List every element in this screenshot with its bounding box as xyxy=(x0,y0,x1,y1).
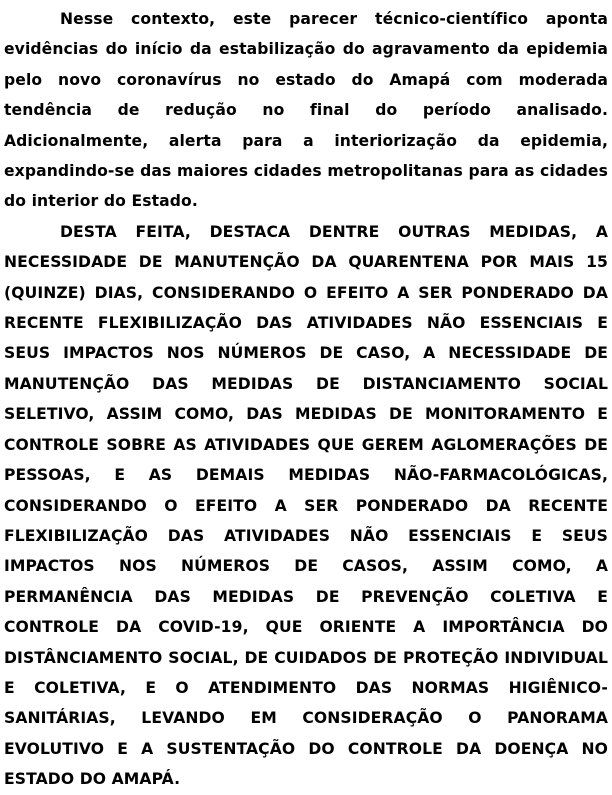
document-page xyxy=(0,4,612,789)
paragraph-technical-opinion-summary: Nesse contexto, este parecer técnico-científico aponta evidências do início da estabilização do agravamento da epidemia pelo novo coronavírus no estado do Amapá com moderada tendência de redução no final do período analisado. Adicionalmente, alerta para a interiorização da epidemia, expandindo-se das maiores cidades metropolitanas para as cidades do interior do Estado. xyxy=(4,10,608,211)
paragraph-recommended-measures: DESTA FEITA, DESTACA DENTRE OUTRAS MEDIDAS, A NECESSIDADE DE MANUTENÇÃO DA QUARENTENA POR MAIS 15 (QUINZE) DIAS, CONSIDERANDO O EFEITO A SER PONDERADO DA RECENTE FLEXIBILIZAÇÃO DAS ATIVIDADES NÃO ESSENCIAIS E SEUS IMPACTOS NOS NÚMEROS DE CASO, A NECESSIDADE DE MANUTENÇÃO DAS MEDIDAS DE DISTANCIAMENTO SOCIAL SELETIVO, ASSIM COMO, DAS MEDIDAS DE MONITORAMENTO E CONTROLE SOBRE AS ATIVIDADES QUE GEREM AGLOMERAÇÕES DE PESSOAS, E AS DEMAIS MEDIDAS NÃO-FARMACOLÓGICAS, CONSIDERANDO O EFEITO A SER PONDERADO DA RECENTE FLEXIBILIZAÇÃO DAS ATIVIDADES NÃO ESSENCIAIS E SEUS IMPACTOS NOS NÚMEROS DE CASOS, ASSIM COMO, A PERMANÊNCIA DAS MEDIDAS DE PREVENÇÃO COLETIVA E CONTROLE DA COVID-19, QUE ORIENTE A IMPORTÂNCIA DO DISTÂNCIAMENTO SOCIAL, DE CUIDADOS DE PROTEÇÃO INDIVIDUAL E COLETIVA, E O ATENDIMENTO DAS NORMAS HIGIÊNICO-SANITÁRIAS, LEVANDO EM CONSIDERAÇÃO O PANORAMA EVOLUTIVO E A SUSTENTAÇÃO DO CONTROLE DA DOENÇA NO ESTADO DO AMAPÁ. xyxy=(4,222,608,789)
